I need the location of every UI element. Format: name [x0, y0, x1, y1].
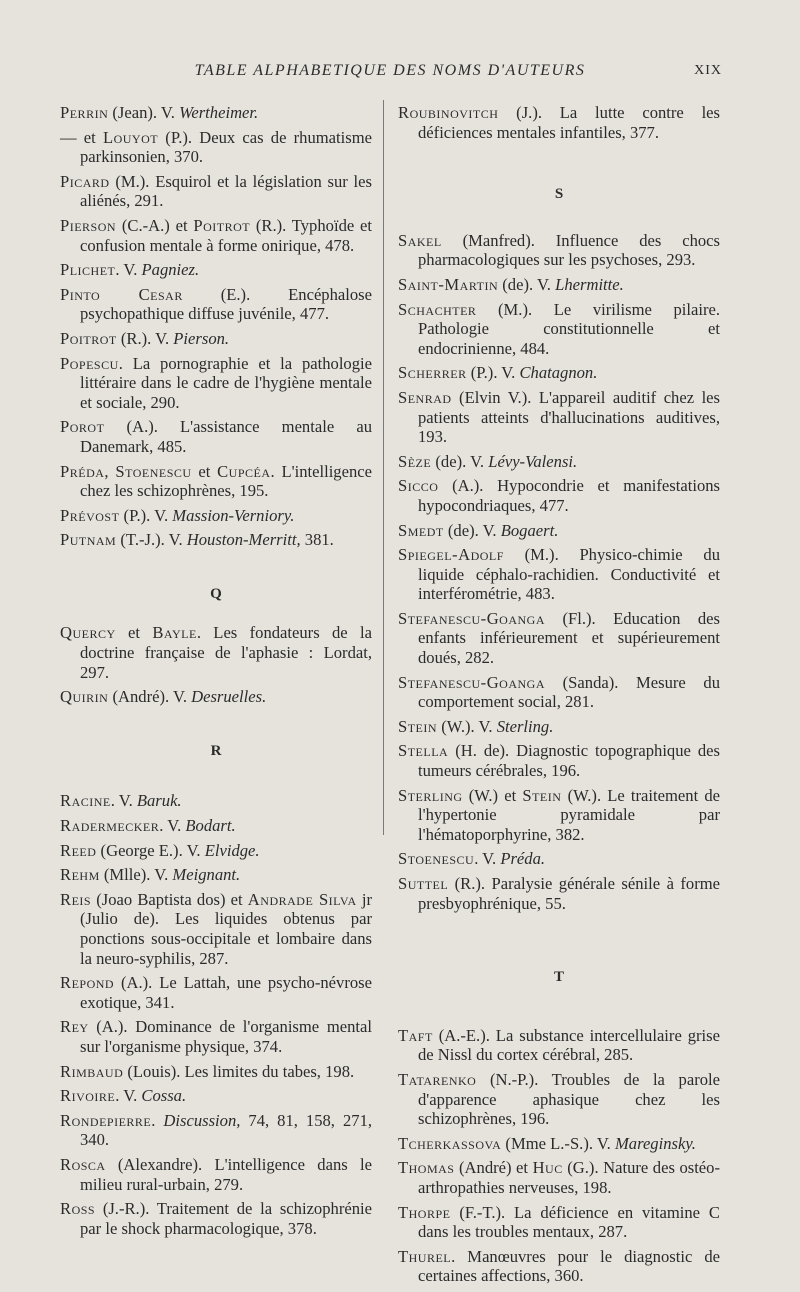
author-name: Picard: [60, 171, 110, 191]
index-entry: [398, 452, 720, 472]
index-entry: [60, 462, 372, 501]
entry-text: (de). V.: [498, 274, 556, 294]
index-entry: [60, 1017, 372, 1056]
cross-reference: Chatagnon.: [519, 363, 598, 383]
entry-text: et: [115, 623, 153, 643]
cross-reference: Lévy-Valensi.: [488, 451, 578, 471]
author-name: Taft: [398, 1025, 433, 1045]
entry-text: (Manfred). Influence des chocs pharmacologiques sur les psychoses, 293.: [418, 230, 720, 270]
entry-text: . La pornographie et la pathologie littéraire dans le cadre de l'hygiène mentale et sociale, 290.: [80, 353, 372, 412]
index-entry: [60, 260, 372, 280]
entry-text: (A.). Le Lattah, une psycho-névrose exotique, 341.: [80, 973, 372, 1012]
author-name: Radermecker: [60, 816, 160, 836]
index-entry: [398, 388, 720, 447]
author-name: Stein: [522, 785, 562, 805]
author-name: Suttel: [398, 874, 449, 893]
cross-reference: Pagniez.: [141, 260, 200, 280]
entry-text: (Elvin V.). L'appareil auditif chez les patients atteints d'hallucinations auditives, 193.: [418, 387, 720, 447]
page-number: XIX: [694, 63, 722, 78]
entry-text: (F.-T.). La déficience en vitamine C dans les troubles mentaux, 287.: [418, 1202, 720, 1242]
author-name: Reed: [60, 840, 97, 860]
entries-r-continued: [398, 103, 720, 142]
section-letter-q: Q: [210, 585, 222, 602]
entry-text: (C.-A.) et: [116, 215, 194, 235]
index-entry: [60, 865, 372, 885]
index-entry: [60, 103, 372, 123]
index-entry: [398, 1247, 720, 1286]
author-name: Andrade Silva: [247, 889, 357, 909]
entry-text: (R.). Typhoïde et confusion mentale à forme onirique, 478.: [80, 215, 372, 255]
author-name: Rehm: [60, 865, 100, 885]
entry-text: (P.). Deux cas de rhumatisme parkinsonien, 370.: [80, 127, 372, 167]
index-entry: [60, 841, 372, 861]
index-entry: [60, 1199, 372, 1238]
entry-text: . V.: [159, 816, 186, 836]
entry-text: (André) et: [454, 1158, 533, 1178]
entry-text: (M.). Esquirol et la législation sur les aliénés, 291.: [80, 171, 372, 211]
author-name: Spiegel-Adolf: [398, 545, 504, 565]
entry-text: (de). V.: [443, 520, 501, 540]
index-entry: [398, 1134, 720, 1154]
entry-text: (H. de). Diagnostic topographique des tumeurs cérébrales, 196.: [418, 741, 720, 781]
cross-reference: Baruk.: [136, 791, 182, 811]
index-entry: [398, 609, 720, 668]
index-entry: [398, 1203, 720, 1242]
author-name: Quercy: [60, 623, 116, 643]
index-entry: [398, 300, 720, 359]
index-entry: [60, 172, 372, 211]
entry-text: (A.). Dominance de l'organisme mental sur l'organisme physique, 374.: [80, 1017, 372, 1056]
cross-reference: Desruelles.: [191, 687, 267, 707]
author-name: Pinto Cesar: [60, 284, 183, 304]
author-name: Stella: [398, 741, 449, 761]
author-name: Racine: [60, 791, 111, 811]
index-entry: [398, 1158, 720, 1197]
index-entry: [398, 521, 720, 541]
entry-text: (P.). V.: [119, 505, 173, 525]
author-name: Stein: [398, 716, 438, 736]
entries-r: [60, 791, 372, 1238]
entry-text: . V.: [110, 791, 137, 811]
entry-text: (R.). V.: [116, 328, 174, 348]
entry-text: 74, 81, 158, 271, 340.: [80, 1110, 373, 1150]
author-name: Prévost: [60, 505, 120, 525]
author-name: Porot: [60, 417, 105, 437]
author-name: Perrin: [60, 103, 109, 122]
index-entry: [398, 673, 720, 712]
author-name: Tatarenko: [398, 1069, 477, 1089]
cross-reference: Bodart.: [185, 816, 236, 836]
entry-text: et: [191, 461, 218, 481]
entry-text: . Manœuvres pour le diagnostic de certaines affections, 360.: [418, 1246, 720, 1286]
index-entry: [60, 329, 372, 349]
entry-text: (Sanda). Mesure du comportement social, 281.: [418, 672, 720, 712]
left-column: [60, 103, 372, 1243]
author-name: Rosca: [60, 1154, 106, 1174]
entry-text: . V.: [115, 260, 142, 280]
index-entry: [60, 623, 372, 682]
entry-prefix: — et: [60, 127, 103, 147]
entry-text: (Alexandre). L'intelligence dans le milieu rural-urbain, 279.: [80, 1154, 372, 1194]
index-entry: [398, 1026, 720, 1065]
author-name: Thomas: [398, 1158, 455, 1178]
index-entry: [60, 687, 372, 707]
entry-text: (de). V.: [431, 451, 489, 471]
cross-reference: Elvidge.: [204, 840, 260, 860]
index-entry: [60, 530, 372, 550]
author-name: Huc: [532, 1158, 563, 1178]
author-name: Thurel: [398, 1246, 452, 1266]
author-name: Tcherkassova: [398, 1133, 502, 1153]
entry-text: (E.). Encéphalose psychopathique diffuse juvénile, 477.: [80, 284, 372, 324]
cross-reference: Discussion,: [163, 1110, 241, 1130]
entry-text: (W.) et: [462, 785, 523, 805]
author-name: Préda: [60, 461, 105, 481]
index-entry: [60, 506, 372, 526]
index-entry: [60, 1155, 372, 1194]
cross-reference: Cossa.: [141, 1086, 187, 1106]
author-name: Stefanescu-Goanga: [398, 672, 546, 692]
entry-text: . Les fondateurs de la doctrine française de l'aphasie : Lordat, 297.: [80, 623, 372, 682]
entry-text: (A.). L'assistance mentale au Danemark, 485.: [80, 417, 372, 456]
author-name: Bayle: [152, 623, 197, 643]
author-name: Putnam: [60, 530, 117, 550]
entry-text: (W.). Le traitement de l'hypertonie pyramidale par l'hématoporphyrine, 382.: [418, 785, 721, 844]
entry-text: (N.-P.). Troubles de la parole d'apparence aphasique chez les schizophrènes, 196.: [418, 1069, 720, 1129]
cross-reference: Houston-Merritt,: [186, 530, 301, 550]
entry-text: (G.). Nature des ostéo-arthropathies nerveuses, 198.: [418, 1158, 720, 1197]
author-name: Louyot: [102, 127, 159, 147]
author-name: Scherrer: [398, 363, 467, 383]
author-name: Repond: [60, 973, 115, 993]
author-name: Rimbaud: [60, 1061, 124, 1081]
author-name: Sicco: [398, 476, 439, 496]
author-name: Thorpe: [398, 1202, 451, 1222]
entry-text: (Louis). Les limites du tabes, 198.: [123, 1061, 355, 1081]
index-entry: [60, 1062, 372, 1082]
entries-q: [60, 623, 372, 706]
index-entry: [60, 216, 372, 255]
entry-text: (George E.). V.: [96, 840, 205, 860]
author-name: Stefanescu-Goanga: [398, 608, 546, 628]
cross-reference: Pierson.: [173, 328, 230, 348]
index-entry: [398, 849, 720, 869]
entry-text: (Fl.). Education des enfants inférieurement et supérieurement doués, 282.: [418, 608, 720, 668]
cross-reference: Lhermitte.: [555, 274, 624, 294]
entry-text: (André). V.: [108, 687, 192, 707]
entry-text: (P.). V.: [466, 363, 520, 383]
author-name: Poitrot: [193, 215, 251, 235]
index-entry: [60, 1086, 372, 1106]
index-entry: [60, 791, 372, 811]
author-name: Roubinovitch: [398, 103, 499, 122]
index-entry: [398, 231, 720, 270]
index-entry: [60, 816, 372, 836]
entry-text: . L'intelligence chez les schizophrènes, 195.: [80, 461, 373, 501]
entry-text: jr (Julio de). Les liquides obtenus par ponctions sous-occipitale et lombaire dans la neuro-syphilis, 287.: [80, 889, 372, 968]
author-name: Rey: [60, 1017, 89, 1037]
cross-reference: Sterling.: [496, 716, 554, 736]
index-entry: [398, 874, 720, 913]
author-name: Rondepierre: [60, 1110, 152, 1130]
entry-text: (W.). V.: [437, 716, 497, 736]
entry-text: (A.). Hypocondrie et manifestations hypocondriaques, 477.: [418, 476, 720, 515]
index-entry: [398, 786, 720, 845]
entries-p: [60, 103, 372, 550]
running-title: TABLE ALPHABETIQUE DES NOMS D'AUTEURS: [194, 62, 586, 79]
index-entry: [398, 545, 720, 604]
index-entry: [60, 417, 372, 456]
section-letter-s: S: [554, 186, 564, 203]
author-name: Reis: [60, 889, 92, 909]
author-name: Quirin: [60, 687, 109, 707]
index-entry: [398, 1070, 720, 1129]
cross-reference: Wertheimer.: [179, 103, 259, 122]
section-letter-t: T: [553, 969, 564, 986]
index-entry: [60, 973, 372, 1012]
author-name: Stoenescu: [115, 461, 192, 481]
author-name: Sèze: [398, 451, 432, 471]
index-entry: [60, 128, 372, 167]
entries-s: [398, 231, 720, 913]
entry-text: ,: [104, 461, 116, 481]
entry-text: (R.). Paralysie générale sénile à forme presbyophrénique, 55.: [418, 874, 720, 913]
author-name: Smedt: [398, 520, 444, 540]
author-name: Popescu: [60, 353, 119, 373]
entry-text: . V.: [115, 1086, 142, 1106]
entry-text: (M.). Physico-chimie du liquide céphalo-rachidien. Conductivité et interférométrie, 483.: [418, 545, 720, 604]
author-name: Stoenescu: [398, 849, 475, 869]
author-name: Cupcéa: [217, 461, 271, 481]
entry-text: (Jean). V.: [108, 103, 180, 122]
entry-text: (A.-E.). La substance intercellulaire grise de Nissl du cortex cérébral, 285.: [418, 1025, 720, 1065]
index-entry: [398, 717, 720, 737]
author-name: Senrad: [398, 387, 452, 407]
index-entry: [398, 275, 720, 295]
entry-text: (M.). Le virilisme pilaire. Pathologie constitutionnelle et endocrinienne, 484.: [418, 299, 720, 358]
index-entry: [60, 354, 372, 413]
author-name: Poitrot: [60, 328, 117, 348]
entry-text: (J.). La lutte contre les déficiences mentales infantiles, 377.: [418, 103, 720, 142]
author-name: Saint-Martin: [398, 274, 499, 294]
cross-reference: Bogaert.: [500, 520, 559, 540]
entry-text: (Mme L.-S.). V.: [501, 1133, 615, 1153]
cross-reference: Préda.: [500, 849, 546, 869]
author-name: Sterling: [398, 785, 463, 805]
index-entry: [398, 476, 720, 515]
entries-t: [398, 1026, 720, 1286]
index-entry: [398, 103, 720, 142]
entry-text: 381.: [300, 530, 334, 550]
cross-reference: Meignant.: [172, 865, 241, 885]
author-name: Sakel: [398, 230, 442, 250]
right-column: [398, 103, 720, 1291]
entry-text: . V.: [474, 849, 501, 869]
index-entry: [60, 1111, 372, 1150]
index-entry: [60, 890, 372, 968]
entry-text: (Joao Baptista dos) et: [91, 889, 248, 909]
entry-text: (T.-J.). V.: [116, 530, 187, 550]
author-name: Rivoire: [60, 1086, 116, 1106]
entry-text: .: [151, 1110, 164, 1130]
cross-reference: Massion-Verniory.: [172, 505, 295, 525]
author-name: Plichet: [60, 260, 116, 280]
column-divider: [383, 100, 384, 835]
author-name: Schachter: [398, 299, 477, 319]
entry-text: (Mlle). V.: [99, 865, 173, 885]
index-entry: [60, 285, 372, 324]
author-name: Pierson: [60, 215, 117, 235]
author-name: Ross: [60, 1199, 96, 1219]
index-entry: [398, 363, 720, 383]
section-letter-r: R: [210, 742, 222, 759]
cross-reference: Mareginsky.: [614, 1133, 696, 1153]
entry-text: (J.-R.). Traitement de la schizophrénie par le shock pharmacologique, 378.: [80, 1199, 372, 1238]
index-entry: [398, 741, 720, 780]
